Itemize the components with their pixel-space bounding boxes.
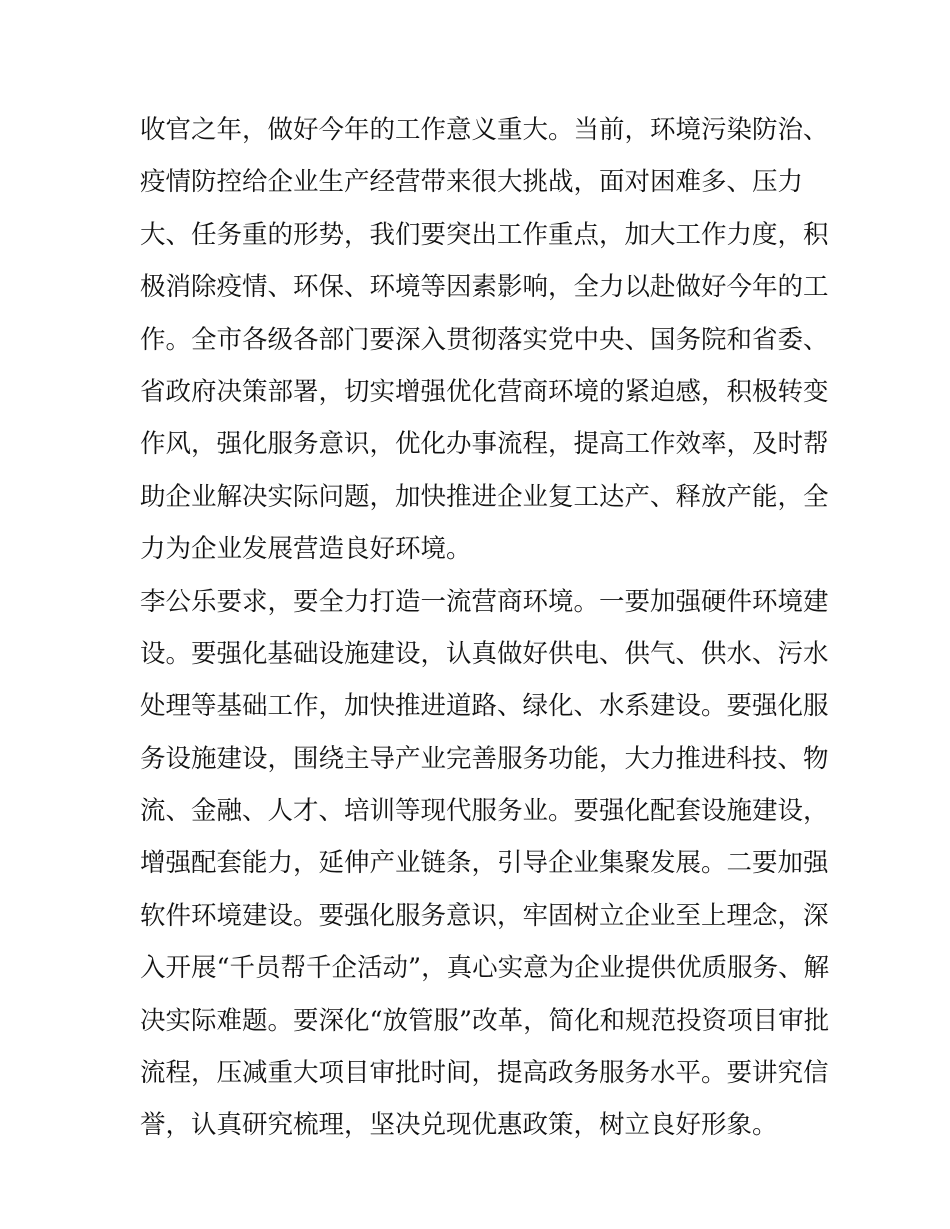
text-line: 收官之年，做好今年的工作意义重大。当前，环境污染防治、 [140, 115, 829, 145]
text-line: 作风，强化服务意识，优化办事流程，提高工作效率，及时帮 [140, 429, 829, 460]
text-line: 疫情防控给企业生产经营带来很大挑战，面对困难多、压力 [140, 167, 804, 198]
text-line: 软件环境建设。要强化服务意识，牢固树立企业至上理念，深 [140, 900, 829, 931]
text-line: 极消除疫情、环保、环境等因素影响，全力以赴做好今年的工 [140, 272, 829, 303]
text-line: 决实际难题。要深化“放管服”改革，简化和规范投资项目审批 [140, 1005, 830, 1036]
text-line: 大、任务重的形势，我们要突出工作重点，加大工作力度，积 [140, 219, 829, 250]
paragraph-2 [140, 576, 830, 1152]
text-line: 处理等基础工作，加快推进道路、绿化、水系建设。要强化服 [140, 691, 829, 722]
text-line: 增强配套能力，延伸产业链条，引导企业集聚发展。二要加强 [140, 848, 829, 879]
text-line: 助企业解决实际问题，加快推进企业复工达产、释放产能，全 [140, 481, 829, 512]
text-line: 入开展“千员帮千企活动”，真心实意为企业提供优质服务、解 [140, 953, 830, 984]
text-line: 流、金融、人才、培训等现代服务业。要强化配套设施建设， [140, 796, 829, 827]
text-line: 誉，认真研究梳理，坚决兑现优惠政策，树立良好形象。 [140, 1110, 778, 1141]
document-page [140, 104, 830, 1152]
text-line: 作。全市各级各部门要深入贯彻落实党中央、国务院和省委、 [140, 324, 829, 355]
text-line: 务设施建设，围绕主导产业完善服务功能，大力推进科技、物 [140, 743, 829, 774]
text-line: 省政府决策部署，切实增强优化营商环境的紧迫感，积极转变 [140, 376, 829, 407]
paragraph-1 [140, 104, 829, 576]
text-line: 李公乐要求，要全力打造一流营商环境。一要加强硬件环境建 [140, 586, 829, 617]
text-line: 流程，压减重大项目审批时间，提高政务服务水平。要讲究信 [140, 1058, 829, 1089]
text-line: 设。要强化基础设施建设，认真做好供电、供气、供水、污水 [140, 638, 829, 669]
text-line: 力为企业发展营造良好环境。 [140, 534, 472, 565]
